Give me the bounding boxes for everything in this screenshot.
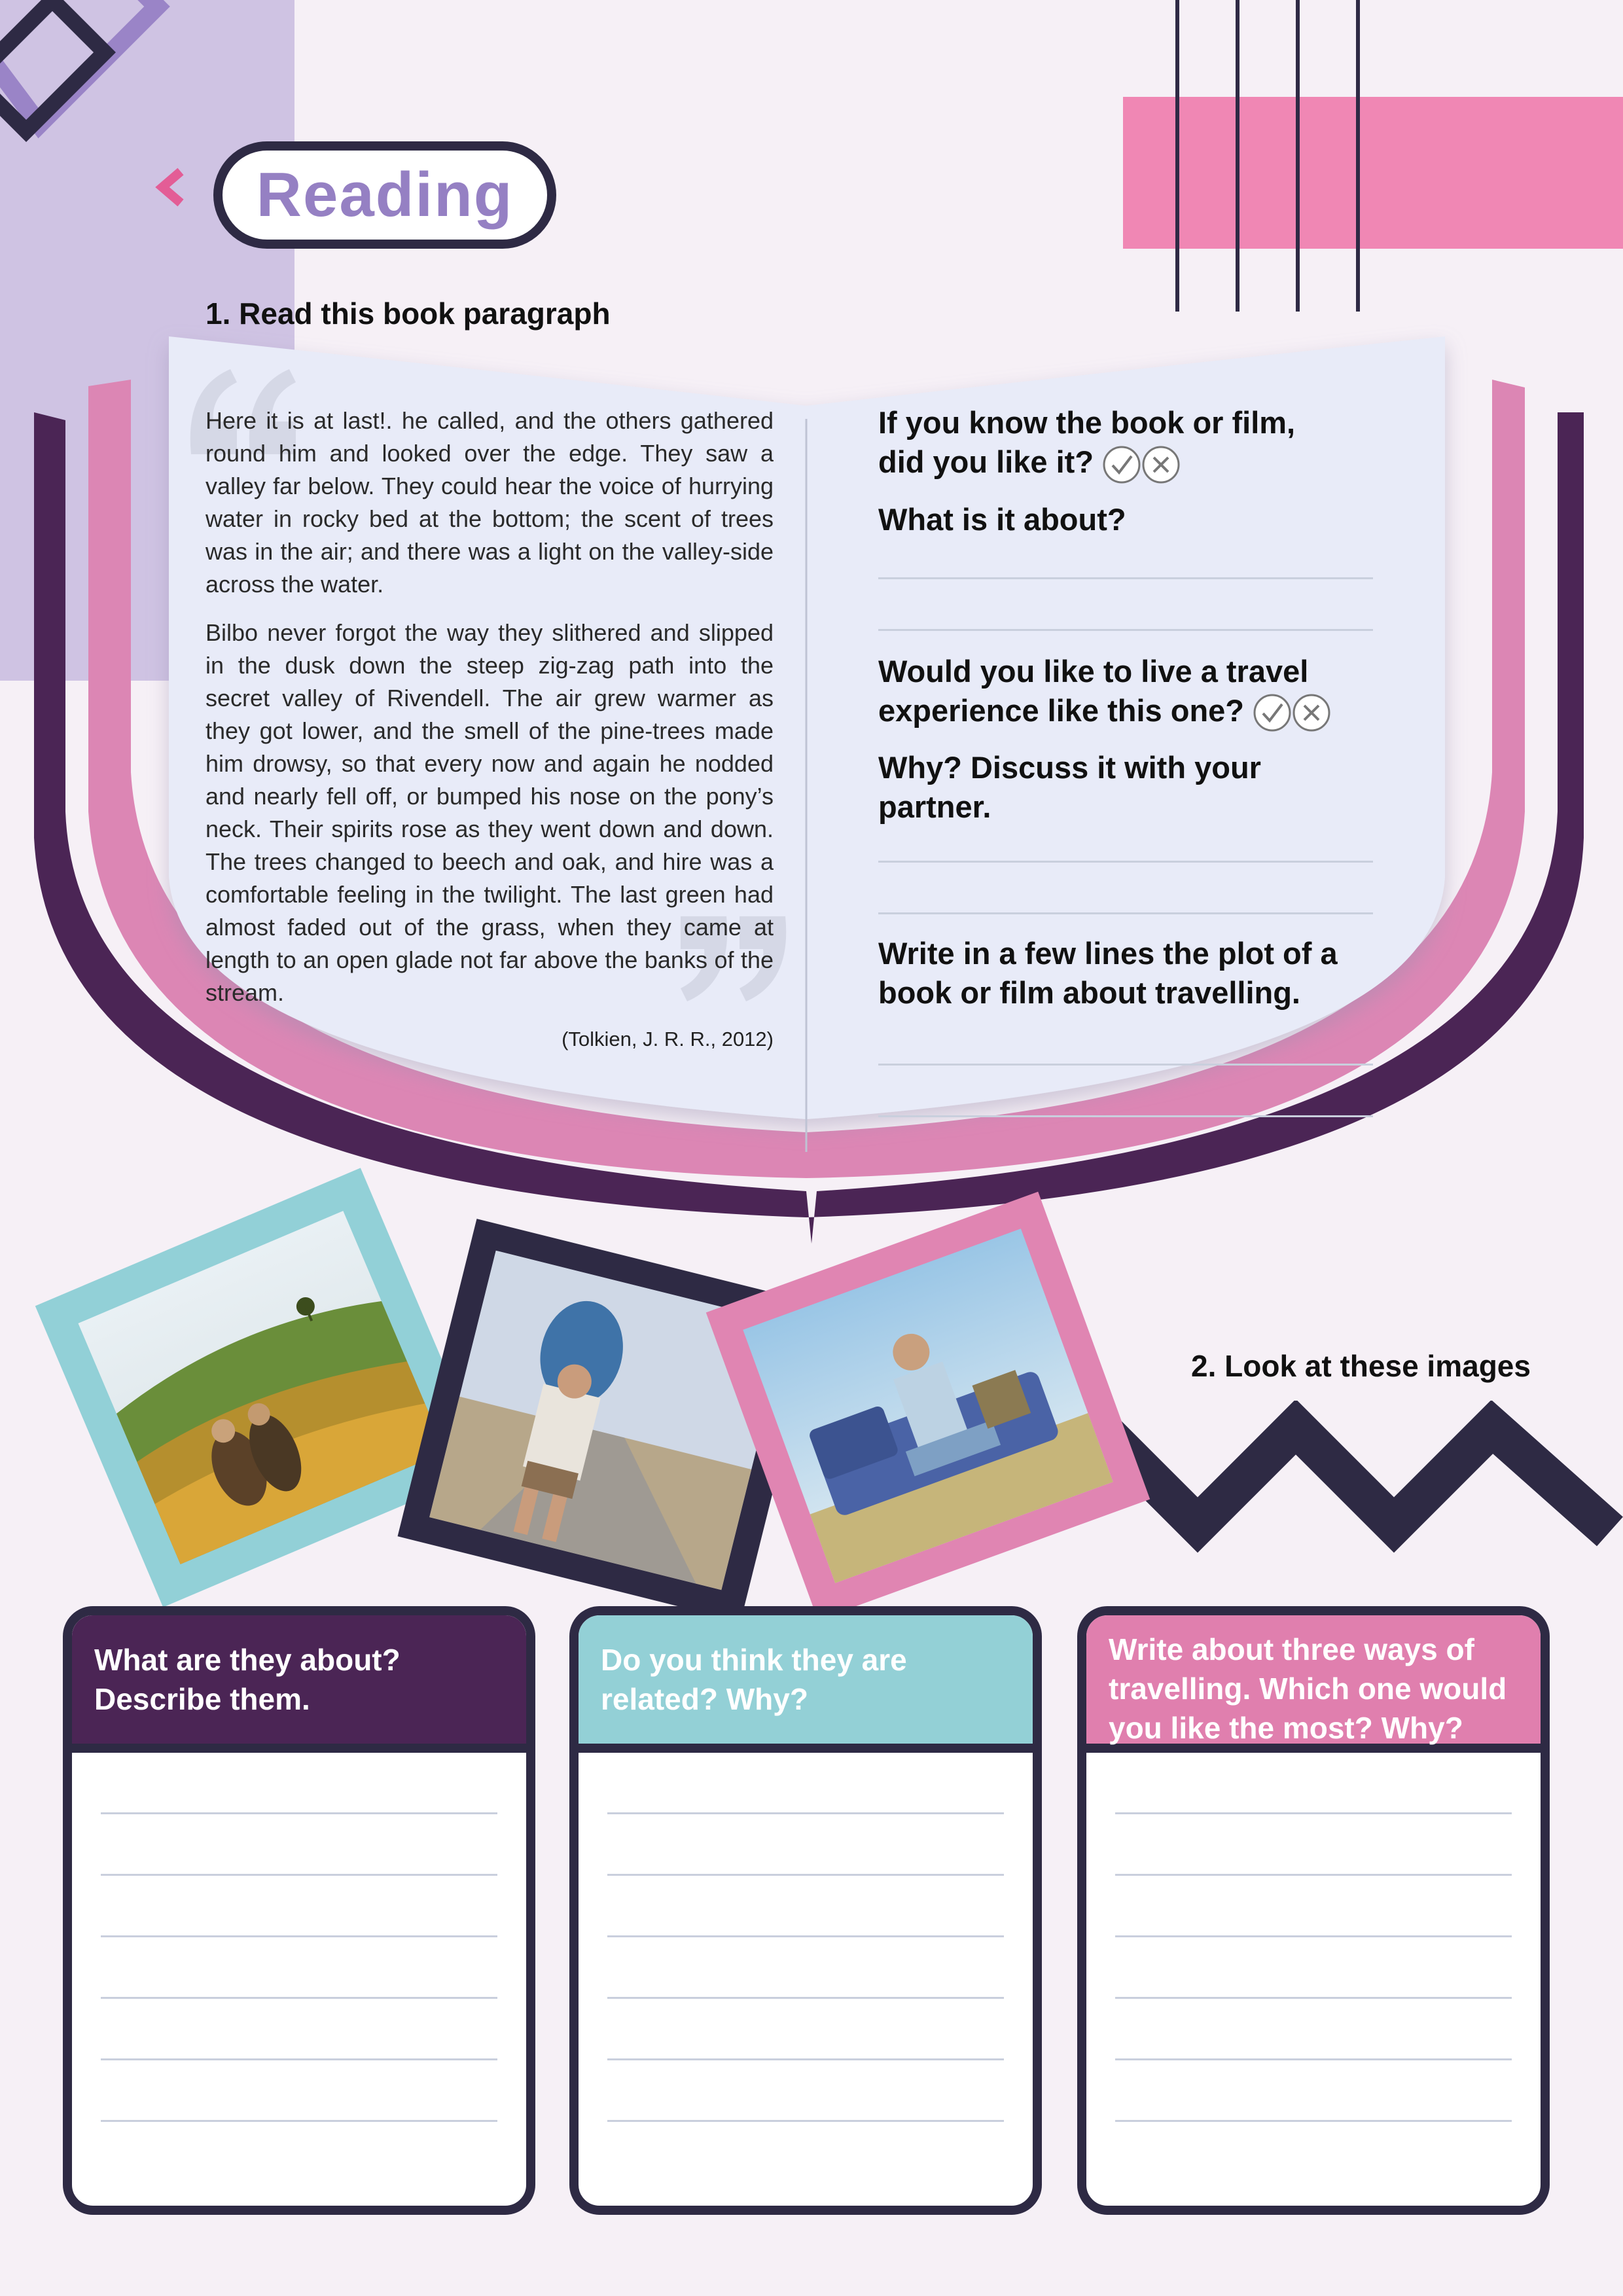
answer-line[interactable] (101, 1935, 497, 1937)
card-1-line-2: Describe them. (94, 1682, 310, 1716)
card-3-answer-area[interactable] (1086, 1812, 1541, 2122)
reading-title-pill (213, 141, 556, 249)
section-1-title: 1. Read this book paragraph (205, 296, 611, 331)
answer-line[interactable] (878, 912, 1373, 914)
answer-line[interactable] (878, 1115, 1373, 1117)
answer-line[interactable] (878, 861, 1373, 863)
question-card-1 (63, 1606, 535, 2215)
cross-icon[interactable] (1292, 693, 1331, 732)
question-1-follow: What is it about? (878, 501, 1126, 537)
answer-line[interactable] (101, 2120, 497, 2122)
photo-hiker-road (429, 1251, 788, 1590)
answer-line[interactable] (1115, 2058, 1512, 2060)
answer-line[interactable] (607, 1812, 1004, 1814)
card-3-line-2: travelling. Which one would (1109, 1672, 1507, 1706)
answer-line[interactable] (878, 1064, 1373, 1066)
answer-line[interactable] (607, 2120, 1004, 2122)
answer-line[interactable] (607, 2058, 1004, 2060)
card-2-answer-area[interactable] (579, 1812, 1033, 2122)
question-card-1-header (72, 1615, 526, 1753)
answer-line[interactable] (1115, 1874, 1512, 1876)
question-1-line-1: If you know the book or film, (878, 405, 1296, 440)
chevron-left-icon (154, 168, 186, 207)
answer-line[interactable] (878, 577, 1373, 579)
card-3-line-1: Write about three ways of (1109, 1632, 1474, 1666)
vertical-line-decoration (1175, 0, 1179, 312)
book-paragraph-2: Bilbo never forgot the way they slithered and slipped in the dusk down the steep zig-zag path into the secret valley of Rivendell. The air grew warmer as they got lower, and the smell of the pine-trees made him drowsy, so that every now and again he nodded and nearly fell off, or bumped his nose on the pony’s neck. Their spirits rose as they went down and down. The trees changed to beech and oak, and hire was a comfortable feeling in the twilight. The last green had almost faded out of the grass, when they came at length to an open glade not far above the banks of the stream. (205, 619, 774, 1006)
card-2-line-2: related? Why? (601, 1682, 808, 1716)
answer-line[interactable] (1115, 2120, 1512, 2122)
citation: (Tolkien, J. R. R., 2012) (562, 1028, 774, 1050)
question-2-follow: Why? Discuss it with your partner. (878, 750, 1261, 825)
answer-line[interactable] (101, 2058, 497, 2060)
answer-line[interactable] (1115, 1812, 1512, 1814)
question-card-3-header (1086, 1615, 1541, 1753)
check-icon[interactable] (1253, 693, 1292, 732)
question-3-line-2: book or film about travelling. (878, 975, 1300, 1011)
card-1-line-1: What are they about? (94, 1643, 401, 1677)
answer-line[interactable] (101, 1812, 497, 1814)
answer-line[interactable] (101, 1997, 497, 1999)
question-2-line-2: experience like this one? (878, 692, 1244, 728)
card-2-line-1: Do you think they are (601, 1643, 907, 1677)
vertical-line-decoration (1356, 0, 1360, 312)
answer-line[interactable] (607, 1997, 1004, 1999)
book-paragraph-1: Here it is at last!. he called, and the others gathered round him and looked over the edge. They saw a valley far below. They could hear the voice of hurrying water in rocky bed at the bottom; the scent of trees was in the air; and there was a light on the valley-side across the water. (205, 407, 774, 598)
book-excerpt (205, 404, 774, 1051)
answer-line[interactable] (878, 629, 1373, 631)
photo-man-on-sofa (743, 1229, 1113, 1583)
answer-line[interactable] (607, 1935, 1004, 1937)
answer-line[interactable] (101, 1874, 497, 1876)
card-1-answer-area[interactable] (72, 1812, 526, 2122)
question-2-line-1: Would you like to live a travel (878, 653, 1309, 689)
zigzag-decoration (1086, 1401, 1623, 1571)
vertical-line-decoration (1296, 0, 1300, 312)
question-card-2 (569, 1606, 1042, 2215)
section-2-title: 2. Look at these images (1191, 1349, 1531, 1383)
vertical-line-decoration (1236, 0, 1240, 312)
page-title: Reading (256, 160, 514, 230)
question-card-3 (1077, 1606, 1550, 2215)
answer-line[interactable] (607, 1874, 1004, 1876)
book-questions (878, 403, 1373, 1117)
answer-line[interactable] (1115, 1935, 1512, 1937)
photo-hobbits-hill (78, 1211, 445, 1564)
cross-icon[interactable] (1141, 445, 1181, 484)
question-3-line-1: Write in a few lines the plot of a (878, 936, 1338, 971)
question-card-2-header (579, 1615, 1033, 1753)
card-3-line-3: you like the most? Why? (1109, 1711, 1463, 1745)
question-1-line-2: did you like it? (878, 444, 1094, 479)
pink-bar-decoration (1123, 97, 1623, 249)
answer-line[interactable] (1115, 1997, 1512, 1999)
check-icon[interactable] (1102, 445, 1141, 484)
